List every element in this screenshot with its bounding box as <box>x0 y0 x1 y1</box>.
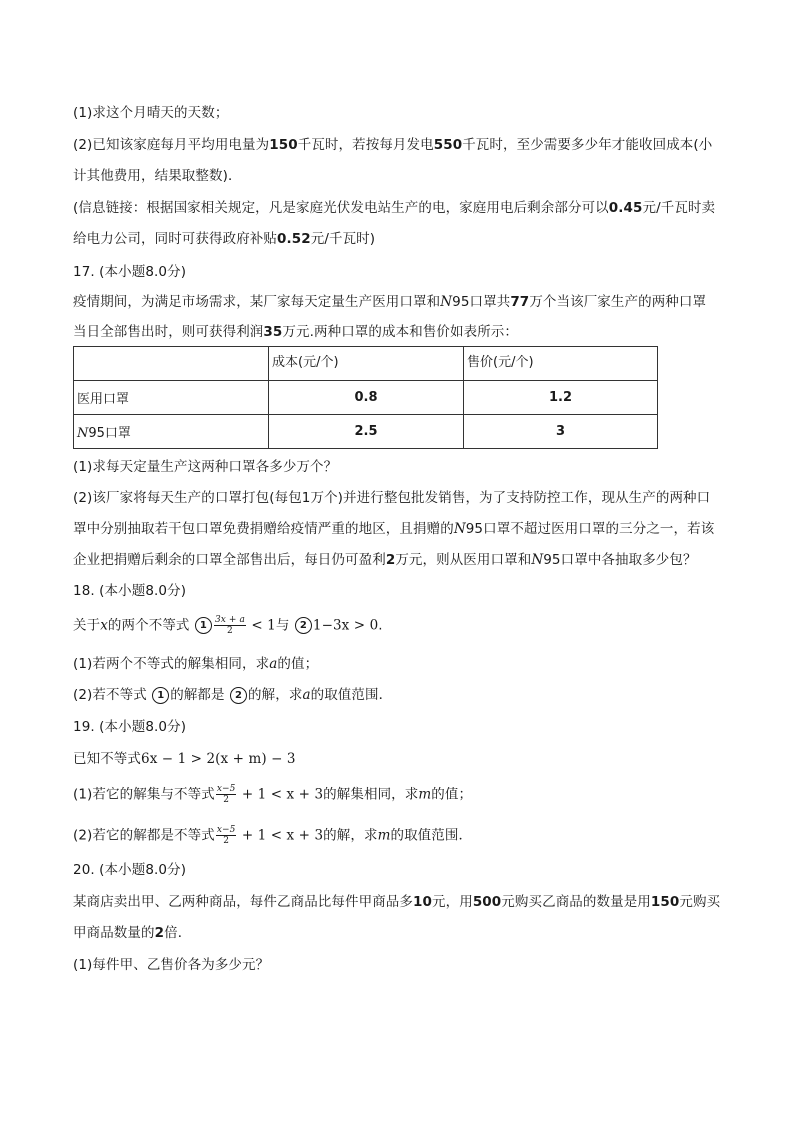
q17-part2-line1: (2)该厂家将每天生产的口罩打包(每包1万个)并进行整包批发销售，为了支持防控工作，现从生产的两种口 <box>73 490 711 506</box>
q19-part1: (1)若它的解集与不等式 $\frac{x-5}{2}$ + 1 < x + 3的解集相同，求m的值； <box>73 784 473 805</box>
table-header-price: 售价(元/个) <box>464 347 658 381</box>
cost-price-table <box>73 346 658 449</box>
q19-part2: (2)若它的解都是不等式 $\frac{x-5}{2}$ + 1 < x + 3的解，求m的取值范围． <box>73 825 473 846</box>
circled-two: 2 <box>295 617 312 634</box>
q18-header: 18. (本小题8.0分) <box>73 583 187 599</box>
table-header-cost: 成本(元/个) <box>269 347 464 381</box>
q20-text-line2: 甲商品数量的2倍． <box>73 925 192 941</box>
row-price: 3 <box>464 415 658 449</box>
fraction: $\frac{3x + a}{2}$ <box>214 615 245 636</box>
circled-two: 2 <box>230 687 247 704</box>
fraction: $\frac{x-5}{2}$ <box>216 784 236 805</box>
table-header-row <box>74 347 658 381</box>
row-label: 医用口罩 <box>74 381 269 415</box>
table-header-cell <box>74 347 269 381</box>
q17-header: 17. (本小题8.0分) <box>73 264 187 280</box>
table-row <box>74 381 658 415</box>
q16-part1: (1)求这个月晴天的天数； <box>73 105 229 121</box>
q16-part2-line2: 计其他费用，结果取整数)． <box>73 168 242 184</box>
fraction: $\frac{x-5}{2}$ <box>216 825 236 846</box>
q16-info-line2: 给电力公司，同时可获得政府补贴0.52元/千瓦时) <box>73 231 376 247</box>
q17-text-line2: 当日全部售出时，则可获得利润35万元.两种口罩的成本和售价如表所示： <box>73 324 518 340</box>
q17-part1: (1)求每天定量生产这两种口罩各多少万个？ <box>73 459 338 475</box>
table-row <box>74 415 658 449</box>
q20-text-line1: 某商店卖出甲、乙两种商品，每件乙商品比每件甲商品多10元，用500元购买乙商品的数量是用150元购买 <box>73 894 721 910</box>
q16-part2-line1: (2)已知该家庭每月平均用电量为150千瓦时，若按每月发电550千瓦时，至少需要多少年才能收回成本(小 <box>73 137 713 153</box>
q20-part1: (1)每件甲、乙售价各为多少元？ <box>73 957 270 973</box>
q18-part1: (1)若两个不等式的解集相同，求a的值； <box>73 656 319 672</box>
q18-part2: (2)若不等式 1 的解都是 2 的解，求a的取值范围． <box>73 687 393 703</box>
q19-text: 已知不等式6x − 1 > 2(x + m) − 3 <box>73 751 296 767</box>
circled-one: 1 <box>195 617 212 634</box>
row-price: 1.2 <box>464 381 658 415</box>
q19-header: 19. (本小题8.0分) <box>73 719 187 735</box>
row-cost: 2.5 <box>269 415 464 449</box>
circled-one: 1 <box>152 687 169 704</box>
q17-part2-line3: 企业把捐赠后剩余的口罩全部售出后，每日仍可盈利2万元，则从医用口罩和N95口罩中各抽取多少包？ <box>73 552 697 568</box>
row-cost: 0.8 <box>269 381 464 415</box>
q16-info-line1: (信息链接：根据国家相关规定，凡是家庭光伏发电站生产的电，家庭用电后剩余部分可以0.45元/千瓦时卖 <box>73 200 716 216</box>
q17-text-line1: 疫情期间，为满足市场需求，某厂家每天定量生产医用口罩和N95口罩共77万个当该厂家生产的两种口罩 <box>73 294 707 310</box>
row-label: N95口罩 <box>74 415 269 449</box>
q17-part2-line2: 罩中分别抽取若干包口罩免费捐赠给疫情严重的地区，且捐赠的N95口罩不超过医用口罩的三分之一，若该 <box>73 521 715 537</box>
q20-header: 20. (本小题8.0分) <box>73 862 187 878</box>
q18-text: 关于x的两个不等式 1 $\frac{3x + a}{2}$ < 1与 2 1−3x > 0. <box>73 615 383 636</box>
